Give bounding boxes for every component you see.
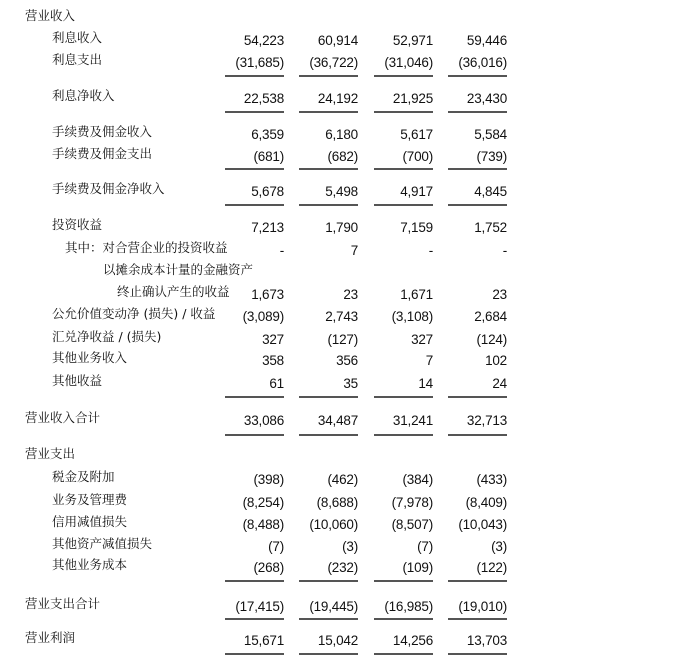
cell-value: (8,688) [316, 495, 358, 510]
cell-value: 15,042 [317, 633, 358, 648]
cell-value: (109) [402, 560, 433, 575]
cell-value: 7,159 [400, 220, 433, 235]
row-label: 营业收入 [25, 8, 76, 23]
underline-divider [299, 618, 358, 620]
row-label: 手续费及佣金净收入 [52, 181, 165, 196]
cell-value: (7,978) [391, 495, 433, 510]
underline-divider [448, 168, 507, 170]
table-row [0, 181, 700, 201]
cell-value: (19,445) [309, 599, 358, 614]
underline-divider [225, 111, 284, 113]
underline-divider [299, 75, 358, 77]
cell-value: 327 [262, 332, 284, 347]
underline-divider [299, 168, 358, 170]
cell-value: 23 [492, 287, 507, 302]
cell-value: (3) [342, 539, 358, 554]
cell-value: - [502, 243, 507, 258]
underline-divider [299, 111, 358, 113]
cell-value: 5,678 [251, 184, 284, 199]
cell-value: (8,254) [242, 495, 284, 510]
cell-value: 13,703 [466, 633, 507, 648]
cell-value: 60,914 [317, 33, 358, 48]
underline-divider [225, 396, 284, 398]
cell-value: (3,108) [391, 309, 433, 324]
cell-value: 24 [492, 376, 507, 391]
underline-divider [225, 580, 284, 582]
underline-divider [225, 204, 284, 206]
table-row [0, 146, 700, 166]
cell-value: 2,743 [325, 309, 358, 324]
cell-value: (19,010) [458, 599, 507, 614]
table-row [0, 596, 700, 616]
underline-divider [299, 396, 358, 398]
cell-value: (17,415) [235, 599, 284, 614]
row-label: 其他业务收入 [52, 350, 128, 365]
cell-value: 23,430 [466, 91, 507, 106]
underline-divider [225, 434, 284, 436]
cell-value: 14 [418, 376, 433, 391]
table-row [0, 88, 700, 108]
row-label: 税金及附加 [52, 469, 115, 484]
row-label: 手续费及佣金收入 [52, 124, 153, 139]
cell-value: 61 [269, 376, 284, 391]
cell-value: 31,241 [392, 413, 433, 428]
cell-value: 6,180 [325, 127, 358, 142]
cell-value: 5,498 [325, 184, 358, 199]
cell-value: (462) [327, 472, 358, 487]
cell-value: (739) [476, 149, 507, 164]
table-row [0, 30, 700, 50]
row-label: 公允价值变动净 (损失) / 收益 [52, 306, 216, 321]
row-label: 业务及管理费 [52, 492, 128, 507]
cell-value: (10,060) [309, 517, 358, 532]
table-row [0, 469, 700, 489]
cell-value: 7 [425, 353, 433, 368]
cell-value: (700) [402, 149, 433, 164]
row-label: 其他收益 [52, 373, 103, 388]
row-label: 营业收入合计 [25, 410, 101, 425]
row-label: 终止确认产生的收益 [117, 284, 230, 299]
cell-value: 2,684 [474, 309, 507, 324]
underline-divider [448, 111, 507, 113]
underline-divider [448, 75, 507, 77]
underline-divider [374, 168, 433, 170]
cell-value: (7) [268, 539, 284, 554]
cell-value: (3) [491, 539, 507, 554]
cell-value: 1,673 [251, 287, 284, 302]
cell-value: (16,985) [384, 599, 433, 614]
underline-divider [448, 396, 507, 398]
underline-divider [448, 204, 507, 206]
cell-value: (36,016) [458, 55, 507, 70]
cell-value: 7 [350, 243, 358, 258]
underline-divider [374, 111, 433, 113]
cell-value: 4,917 [400, 184, 433, 199]
table-row [0, 124, 700, 144]
cell-value: (7) [417, 539, 433, 554]
cell-value: (3,089) [242, 309, 284, 324]
underline-divider [448, 580, 507, 582]
underline-divider [225, 653, 284, 655]
underline-divider [299, 434, 358, 436]
cell-value: (31,046) [384, 55, 433, 70]
row-label: 以摊余成本计量的金融资产 [103, 262, 254, 277]
cell-value: (124) [476, 332, 507, 347]
cell-value: 6,359 [251, 127, 284, 142]
underline-divider [448, 618, 507, 620]
table-row [0, 240, 700, 260]
underline-divider [299, 653, 358, 655]
cell-value: (8,488) [242, 517, 284, 532]
underline-divider [225, 168, 284, 170]
table-row [0, 630, 700, 650]
underline-divider [374, 75, 433, 77]
cell-value: 327 [411, 332, 433, 347]
cell-value: 54,223 [243, 33, 284, 48]
cell-value: 7,213 [251, 220, 284, 235]
cell-value: - [279, 243, 284, 258]
cell-value: 5,617 [400, 127, 433, 142]
cell-value: 15,671 [243, 633, 284, 648]
row-label: 营业支出 [25, 446, 76, 461]
cell-value: (268) [253, 560, 284, 575]
cell-value: 356 [336, 353, 358, 368]
table-row [0, 306, 700, 326]
underline-divider [374, 396, 433, 398]
row-label: 利息收入 [52, 30, 103, 45]
row-label: 营业支出合计 [25, 596, 101, 611]
underline-divider [374, 653, 433, 655]
cell-value: (122) [476, 560, 507, 575]
row-label: 其他资产减值损失 [52, 536, 153, 551]
cell-value: 24,192 [317, 91, 358, 106]
cell-value: 34,487 [317, 413, 358, 428]
cell-value: 358 [262, 353, 284, 368]
row-label: 汇兑净收益 / (损失) [52, 329, 162, 344]
table-row [0, 217, 700, 237]
table-row [0, 514, 700, 534]
cell-value: (681) [253, 149, 284, 164]
table-row [0, 350, 700, 370]
cell-value: (127) [327, 332, 358, 347]
cell-value: (232) [327, 560, 358, 575]
table-row [0, 373, 700, 393]
cell-value: 1,752 [474, 220, 507, 235]
cell-value: 1,790 [325, 220, 358, 235]
cell-value: (8,507) [391, 517, 433, 532]
table-row [0, 446, 700, 466]
cell-value: 1,671 [400, 287, 433, 302]
underline-divider [225, 75, 284, 77]
row-label: 利息净收入 [52, 88, 115, 103]
cell-value: 102 [485, 353, 507, 368]
cell-value: 22,538 [243, 91, 284, 106]
underline-divider [448, 434, 507, 436]
row-label: 手续费及佣金支出 [52, 146, 153, 161]
table-row [0, 284, 700, 304]
underline-divider [374, 434, 433, 436]
underline-divider [225, 618, 284, 620]
underline-divider [299, 204, 358, 206]
underline-divider [374, 580, 433, 582]
cell-value: 5,584 [474, 127, 507, 142]
row-label: 利息支出 [52, 52, 103, 67]
row-label: 信用减值损失 [52, 514, 128, 529]
cell-value: (384) [402, 472, 433, 487]
cell-value: (682) [327, 149, 358, 164]
cell-value: (31,685) [235, 55, 284, 70]
row-label: 其他业务成本 [52, 557, 128, 572]
cell-value: (8,409) [465, 495, 507, 510]
row-label: 投资收益 [52, 217, 103, 232]
underline-divider [299, 580, 358, 582]
underline-divider [448, 653, 507, 655]
cell-value: - [428, 243, 433, 258]
cell-value: 21,925 [392, 91, 433, 106]
cell-value: 35 [343, 376, 358, 391]
underline-divider [374, 204, 433, 206]
cell-value: 14,256 [392, 633, 433, 648]
table-row [0, 8, 700, 28]
cell-value: 23 [343, 287, 358, 302]
table-row [0, 492, 700, 512]
cell-value: 4,845 [474, 184, 507, 199]
table-row [0, 52, 700, 72]
table-row [0, 410, 700, 430]
table-row [0, 262, 700, 282]
cell-value: (36,722) [309, 55, 358, 70]
cell-value: 32,713 [466, 413, 507, 428]
underline-divider [374, 618, 433, 620]
table-row [0, 557, 700, 577]
table-row [0, 536, 700, 556]
row-label: 营业利润 [25, 630, 76, 645]
cell-value: 59,446 [466, 33, 507, 48]
cell-value: 52,971 [392, 33, 433, 48]
cell-value: (433) [476, 472, 507, 487]
cell-value: (398) [253, 472, 284, 487]
cell-value: (10,043) [458, 517, 507, 532]
row-label: 其中：对合营企业的投资收益 [65, 240, 228, 255]
table-row [0, 329, 700, 349]
cell-value: 33,086 [243, 413, 284, 428]
